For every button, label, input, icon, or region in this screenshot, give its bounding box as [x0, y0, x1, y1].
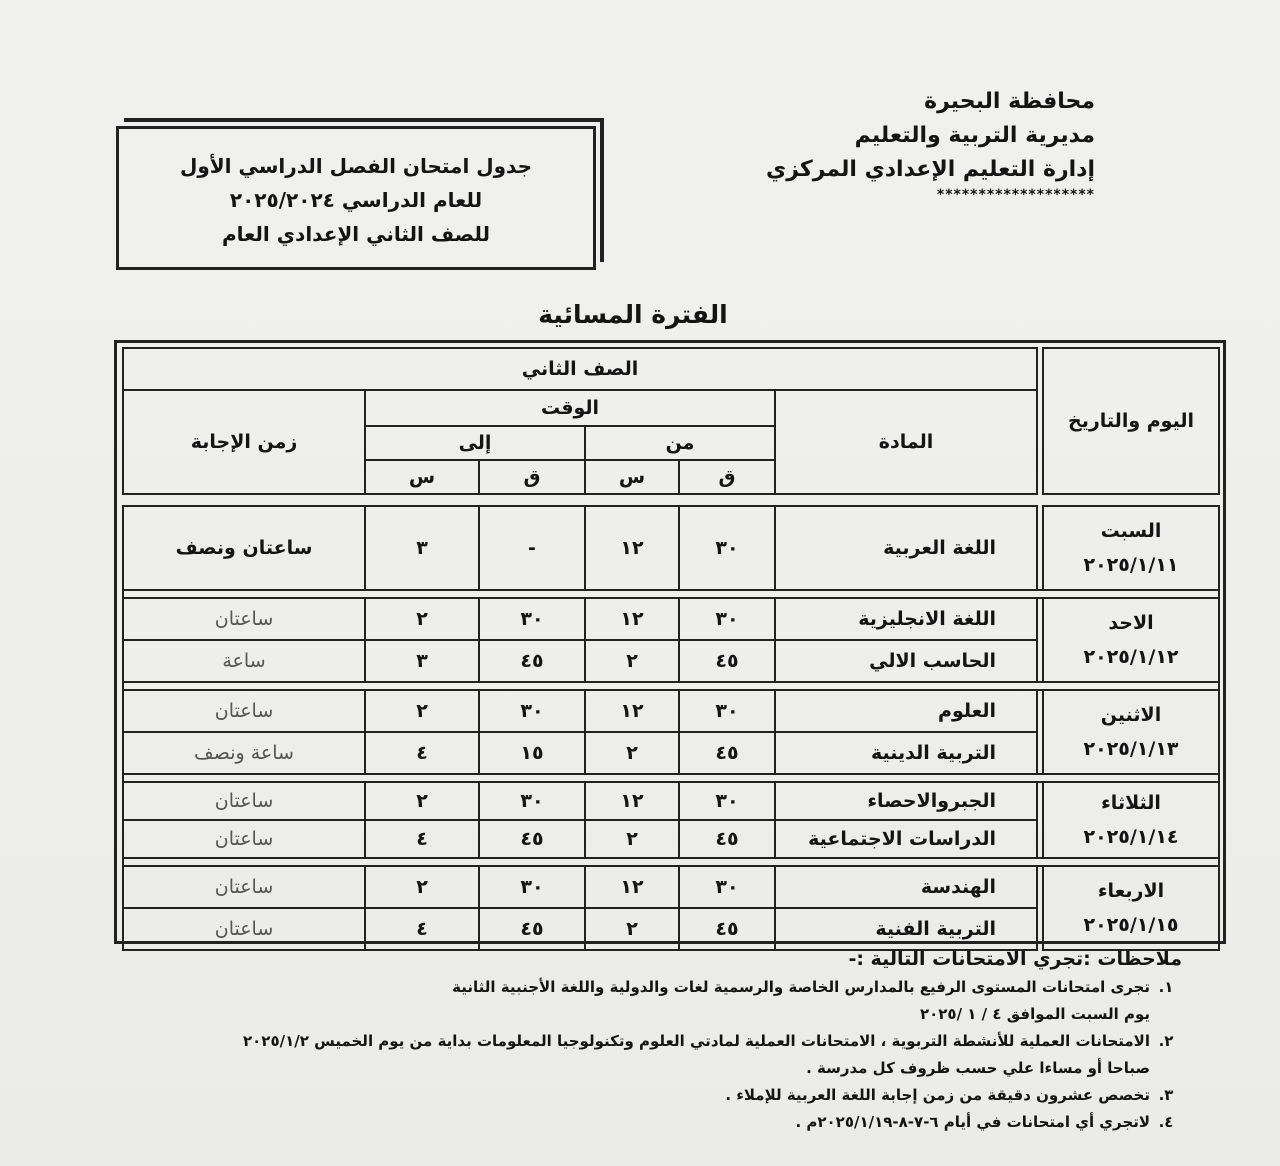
- day-date: ٢٠٢٥/١/١٤: [1083, 826, 1179, 848]
- from-min-cell: ٣٠: [679, 866, 775, 908]
- day-name: الاحد: [1108, 612, 1154, 634]
- duration-cell: ساعة ونصف: [123, 732, 365, 774]
- day-date-cell: [1043, 690, 1219, 774]
- to-min-cell: ٣٠: [479, 690, 585, 732]
- day-date-cell: [1043, 506, 1219, 590]
- table-row: [123, 598, 1219, 640]
- from-hour-cell: ١٢: [585, 690, 679, 732]
- day-date: ٢٠٢٥/١/١٣: [1083, 738, 1179, 760]
- to-hour-cell: ٢: [365, 866, 479, 908]
- to-hour-cell: ٣: [365, 640, 479, 682]
- note-text: لاتجري أي امتحانات في أيام ٦-٧-٨-٢٠٢٥/١/١٩م .: [795, 1113, 1150, 1131]
- table-row: [123, 690, 1219, 732]
- duration-cell: ساعتان: [123, 690, 365, 732]
- day-date-cell: [1043, 598, 1219, 682]
- note-text-continued: يوم السبت الموافق ٤ / ١ /٢٠٢٥: [919, 1005, 1150, 1023]
- day-date: ٢٠٢٥/١/١١: [1083, 554, 1179, 576]
- header-grade: الصف الثاني: [123, 348, 1037, 390]
- to-min-cell: ١٥: [479, 732, 585, 774]
- day-name: الاثنين: [1100, 704, 1162, 726]
- subject-cell: الجبروالاحصاء: [775, 782, 1037, 820]
- from-min-cell: ٤٥: [679, 908, 775, 950]
- from-hour-cell: ٢: [585, 820, 679, 858]
- duration-cell: ساعتان: [123, 782, 365, 820]
- day-name: الاربعاء: [1097, 880, 1165, 902]
- schedule-body: [122, 505, 1220, 951]
- title-line-2: للعام الدراسي ٢٠٢٥/٢٠٢٤: [229, 188, 483, 212]
- to-min-cell: ٣٠: [479, 598, 585, 640]
- note-number: ١.: [1158, 978, 1174, 996]
- to-hour-cell: ٢: [365, 782, 479, 820]
- list-item: [42, 1082, 1182, 1109]
- to-hour-cell: ٣: [365, 506, 479, 590]
- duration-cell: ساعتان: [123, 908, 365, 950]
- header-to-hour: س: [365, 460, 479, 494]
- day-date: ٢٠٢٥/١/١٢: [1083, 646, 1179, 668]
- period-title: [0, 300, 1280, 329]
- from-hour-cell: ٢: [585, 908, 679, 950]
- to-min-cell: ٣٠: [479, 782, 585, 820]
- header-subject: المادة: [775, 390, 1037, 494]
- from-hour-cell: ١٢: [585, 506, 679, 590]
- directorate-name: مديرية التربية والتعليم: [854, 123, 1095, 148]
- day-date-cell: [1043, 866, 1219, 950]
- subject-cell: اللغة الانجليزية: [775, 598, 1037, 640]
- subject-cell: العلوم: [775, 690, 1037, 732]
- from-min-cell: ٤٥: [679, 732, 775, 774]
- schedule-header: [122, 347, 1220, 495]
- duration-cell: ساعتان: [123, 820, 365, 858]
- from-hour-cell: ١٢: [585, 866, 679, 908]
- subject-cell: التربية الدينية: [775, 732, 1037, 774]
- to-hour-cell: ٤: [365, 820, 479, 858]
- to-min-cell: -: [479, 506, 585, 590]
- from-min-cell: ٤٥: [679, 820, 775, 858]
- schedule-title-box: [116, 126, 596, 270]
- subject-cell: التربية الفنية: [775, 908, 1037, 950]
- notes-label: ملاحظات :تجري الامتحانات التالية :-: [848, 948, 1182, 970]
- subject-cell: الدراسات الاجتماعية: [775, 820, 1037, 858]
- title-line-3: للصف الثاني الإعدادي العام: [221, 222, 491, 246]
- to-hour-cell: ٤: [365, 908, 479, 950]
- header-from-min: ق: [679, 460, 775, 494]
- duration-cell: ساعتان ونصف: [123, 506, 365, 590]
- subject-cell: الهندسة: [775, 866, 1037, 908]
- from-min-cell: ٣٠: [679, 506, 775, 590]
- from-hour-cell: ١٢: [585, 782, 679, 820]
- duration-cell: ساعتان: [123, 598, 365, 640]
- subject-cell: اللغة العربية: [775, 506, 1037, 590]
- note-number: ٢.: [1158, 1032, 1174, 1050]
- stars-divider: *******************: [936, 187, 1095, 203]
- note-text-continued: صباحا أو مساءا علي حسب ظروف كل مدرسة .: [806, 1059, 1150, 1077]
- list-item: [42, 1109, 1182, 1136]
- to-min-cell: ٤٥: [479, 908, 585, 950]
- header-to: إلى: [365, 426, 585, 460]
- header-time: الوقت: [365, 390, 775, 426]
- from-hour-cell: ٢: [585, 732, 679, 774]
- subject-cell: الحاسب الالي: [775, 640, 1037, 682]
- header-to-min: ق: [479, 460, 585, 494]
- to-hour-cell: ٢: [365, 690, 479, 732]
- to-hour-cell: ٤: [365, 732, 479, 774]
- note-number: ٤.: [1158, 1113, 1174, 1131]
- table-row: [123, 782, 1219, 820]
- to-min-cell: ٤٥: [479, 820, 585, 858]
- from-min-cell: ٣٠: [679, 598, 775, 640]
- header-duration: زمن الإجابة: [123, 390, 365, 494]
- administration-name: إدارة التعليم الإعدادي المركزي: [766, 157, 1095, 182]
- table-row: [123, 866, 1219, 908]
- title-line-1: جدول امتحان الفصل الدراسي الأول: [179, 154, 533, 178]
- notes-list: [42, 974, 1182, 1136]
- table-row: [123, 506, 1219, 590]
- note-text: تخصص عشرون دقيقة من زمن إجابة اللغة العربية للإملاء .: [725, 1086, 1150, 1104]
- from-hour-cell: ٢: [585, 640, 679, 682]
- note-number: ٣.: [1158, 1086, 1174, 1104]
- note-text: الامتحانات العملية للأنشطة التربوية ، الامتحانات العملية لمادتي العلوم وتكنولوجيا المعلومات بداية من يوم الخميس ٢٠٢٥/١/٢: [243, 1032, 1150, 1050]
- from-min-cell: ٣٠: [679, 782, 775, 820]
- from-min-cell: ٤٥: [679, 640, 775, 682]
- header-from-hour: س: [585, 460, 679, 494]
- from-hour-cell: ١٢: [585, 598, 679, 640]
- day-date: ٢٠٢٥/١/١٥: [1083, 914, 1179, 936]
- to-min-cell: ٤٥: [479, 640, 585, 682]
- day-name: الثلاثاء: [1101, 792, 1161, 814]
- note-text: تجرى امتحانات المستوى الرفيع بالمدارس الخاصة والرسمية لغات والدولية واللغة الأجنبية الثانية: [452, 978, 1150, 996]
- governorate-name: محافظة البحيرة: [924, 89, 1095, 114]
- header-from: من: [585, 426, 775, 460]
- notes-section: [42, 944, 1182, 1136]
- issuer-header: [766, 85, 1095, 203]
- to-min-cell: ٣٠: [479, 866, 585, 908]
- period-title-text: الفترة المسائية: [538, 300, 728, 329]
- header-day-date: اليوم والتاريخ: [1043, 348, 1219, 494]
- day-date-cell: [1043, 782, 1219, 858]
- day-name: السبت: [1100, 520, 1162, 542]
- list-item: [42, 1028, 1182, 1082]
- duration-cell: ساعتان: [123, 866, 365, 908]
- list-item: [42, 974, 1182, 1028]
- to-hour-cell: ٢: [365, 598, 479, 640]
- duration-cell: ساعة: [123, 640, 365, 682]
- from-min-cell: ٣٠: [679, 690, 775, 732]
